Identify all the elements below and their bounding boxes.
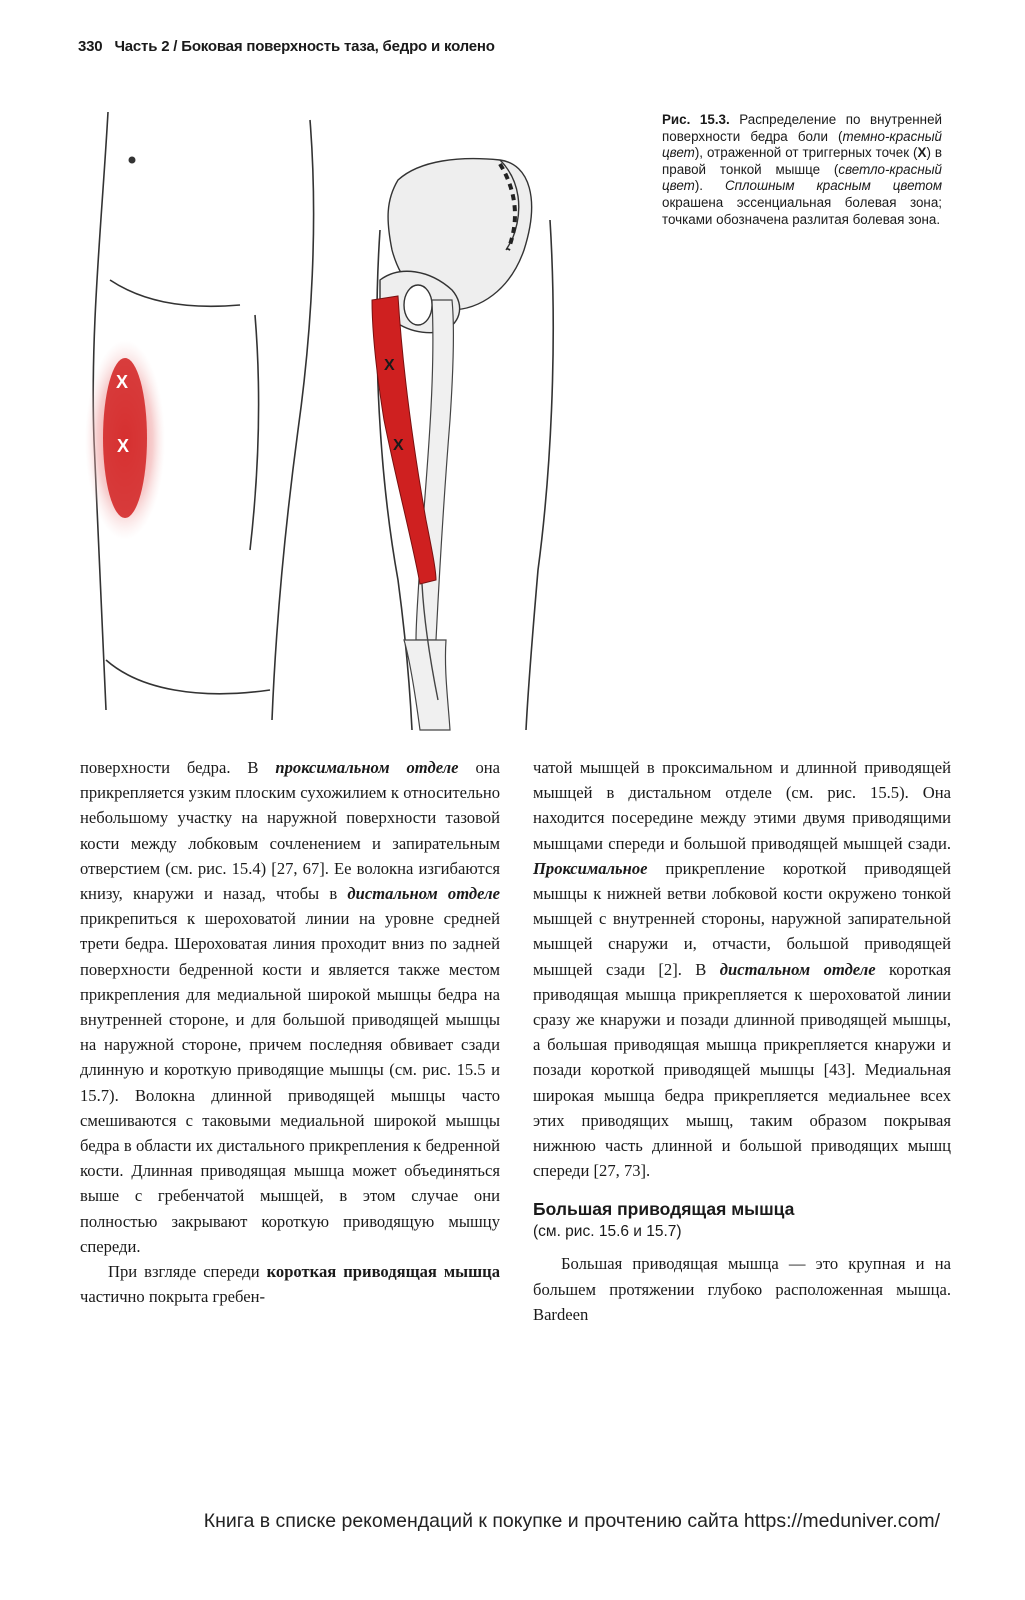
section-subtitle: (см. рис. 15.6 и 15.7) xyxy=(533,1223,682,1241)
caption-italic-2: светло-красный цвет xyxy=(662,161,942,194)
text-run: прикрепиться к шероховатой линии на уровне средней трети бедра. Шероховатая линия проходит вниз по задней поверхности бедренной кости и является также местом прикрепления для медиальной широкой мышцы бедра на внутренней стороне, и для большой приводящей мышцы на наружной стороне, причем последняя обвивает сзади длинную и короткую приводящие мышцы (см. рис. 15.5 и 15.7). Волокна длинной приводящей мышцы часто смешиваются с таковыми медиальной широкой мышцы бедра в области их дистального прикрепления к бедренной кости. Длинная приводящая мышца может объединяться выше с гребенчатой мышцей, в этом случае они полностью закрывают короткую приводящую мышцу спереди. xyxy=(80,909,500,1256)
caption-italic-1: темно-красный цвет xyxy=(662,128,942,161)
caption-bold-x: X xyxy=(917,145,927,161)
inner-thigh-line xyxy=(250,315,259,550)
muscle-trigger-point-lower: X xyxy=(393,437,404,454)
text-run: короткая приводящая мышца прикрепляется к шероховатой линии сразу же кнаружи и позади длинной приводящей мышцы, а большая приводящая мышца прикрепляется кнаружи и позади короткой приводящей мышцы [43]. Медиальная широкая мышца бедра прикрепляется медиальнее всех этих приводящих мышц, таким образом покрывая нижнюю часть длинной и большой приводящих мышц спереди [27, 73]. xyxy=(533,959,952,1181)
text-run: поверхности бедра. В xyxy=(80,758,276,777)
caption-text-2: ), отраженной от триггерных точек ( xyxy=(694,145,918,161)
caption-label: Рис. 15.3. xyxy=(662,112,730,127)
term-proximal: Проксимальное xyxy=(533,858,648,878)
running-head xyxy=(78,38,495,55)
term-short-adductor: короткая приводящая мышца xyxy=(266,1262,500,1282)
site-watermark: Книга в списке рекомендаций к покупке и прочтению сайта https://meduniver.com/ xyxy=(170,1507,940,1535)
caption-text-4: ). xyxy=(694,178,725,194)
caption-italic-3: Сплошным красным цветом xyxy=(724,178,943,194)
section-title: Большая приводящая мышца xyxy=(533,1199,795,1220)
term-distal: дистальном отделе xyxy=(347,884,500,904)
obturator-foramen xyxy=(404,285,432,325)
right-paragraph-2: Большая приводящая мышца — это крупная и на большем протяжении глубоко расположенная мышца. Bardeen xyxy=(533,1254,951,1324)
figure-caption xyxy=(662,112,942,228)
term-distal: дистальном отделе xyxy=(719,959,876,979)
term-proximal: проксимальном отделе xyxy=(275,758,459,777)
navel-mark xyxy=(129,157,136,164)
text-run: прикрепление короткой приводящей мышцы к нижней ветви лобковой кости окружено тонкой мышцей с внутренней стороны, наружной запирательной мышцей снаружи и, отчасти, большой приводящей мышцей сзади [2]. В xyxy=(533,858,951,979)
right-paragraph-1 xyxy=(533,755,951,1183)
left-column xyxy=(80,755,500,1309)
leg-front-contour xyxy=(272,120,314,720)
trigger-point-marker-upper: X xyxy=(116,372,129,392)
muscle-trigger-point-upper: X xyxy=(384,357,395,374)
text-run: частично покрыта гребен- xyxy=(80,1287,265,1307)
caption-text-1: Распределение по внутренней поверхности бедра боли ( xyxy=(662,112,942,144)
page-number: 330 xyxy=(78,38,103,55)
text-run: чатой мышцей в проксимальном и длинной приводящей мышцей в дистальном отделе (см. рис. 15.5). Она находится посередине между этими двумя приводящими мышцами спереди и большой приводящей мышцей сзади. xyxy=(533,758,951,853)
text-run: она прикрепляется узким плоским сухожилием к относительно небольшому участку на наружной поверхности тазовой кости между лобковым сочленением и запирательным отверстием (см. рис. 15.4) [27, 67]. Ее волокна изгибаются книзу, кнаружи и назад, чтобы в xyxy=(80,758,500,904)
text-run: При взгляде спереди xyxy=(108,1262,267,1282)
left-paragraph-1 xyxy=(80,755,500,1259)
right-leg-front-contour xyxy=(526,220,553,730)
left-paragraph-2 xyxy=(80,1259,500,1309)
caption-text-3: ) в правой тонкой мышце ( xyxy=(662,145,943,177)
right-column xyxy=(533,755,951,1327)
knee-contour xyxy=(106,660,270,694)
anatomy-figure xyxy=(80,100,640,740)
running-title: Часть 2 / Боковая поверхность таза, бедро и колено xyxy=(114,38,495,55)
femur-shaft xyxy=(416,300,453,640)
caption-text-5: окрашена эссенциальная болевая зона; точками обозначена разлитая болевая зона. xyxy=(662,194,942,227)
trigger-point-marker-lower: X xyxy=(117,436,130,456)
gluteal-crease xyxy=(110,280,240,306)
